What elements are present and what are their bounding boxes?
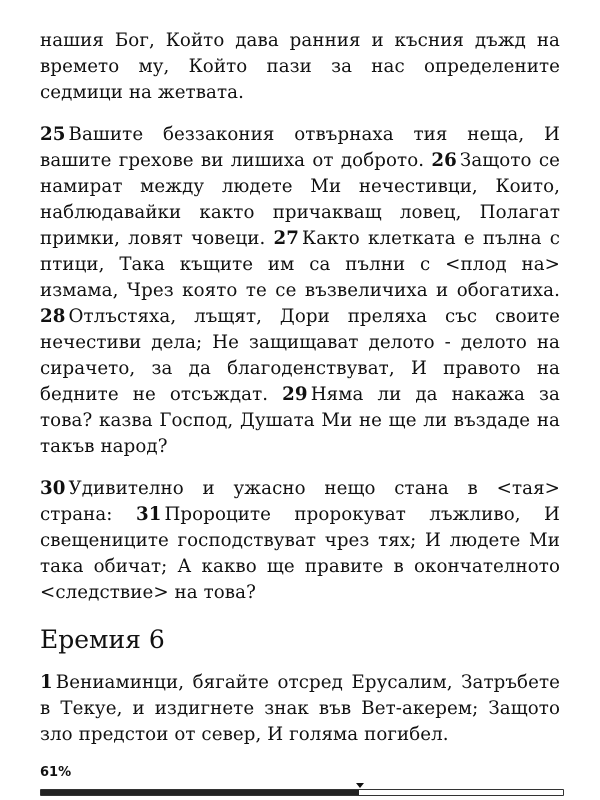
progress-percent: 61% (40, 765, 72, 780)
verse-number: 26 (431, 150, 457, 171)
verse-text: Вашите беззакония отвърнаха тия неща, И вашите грехове ви лишиха от доброто. (40, 124, 560, 171)
verse-number: 1 (40, 672, 53, 693)
progress-bar[interactable] (40, 789, 564, 796)
reader-page (40, 28, 560, 748)
reading-progress-footer (40, 765, 562, 780)
progress-fill (41, 790, 359, 795)
paragraph-verses-30-31 (40, 476, 560, 606)
paragraph-chapter-6 (40, 670, 560, 748)
paragraph-continuation (40, 28, 560, 106)
paragraph-text: нашия Бог, Който дава ранния и късния дъжд на времето му, Който пази за нас определените седмици на жетвата. (40, 30, 560, 103)
progress-marker-icon (356, 783, 364, 788)
paragraph-verses-25-29 (40, 122, 560, 460)
verse-number: 31 (135, 504, 162, 525)
verse-text: Пророците пророкуват лъжливо, И свещениците господствуват чрез тях; И людете Ми така обичат; А какво ще правите в окончателното <следствие> на това? (40, 504, 561, 603)
verse-text: Удивително и ужасно нещо стана в <тая> страна: (40, 478, 560, 525)
verse-number: 25 (40, 124, 66, 145)
verse-number: 27 (273, 228, 300, 249)
chapter-heading: Еремия 6 (40, 625, 165, 654)
verse-text: Защото се намират между людете Ми нечестивци, Които, наблюдавайки както причакващ ловец, Полагат примки, ловят човеци. (40, 150, 560, 249)
verse-number: 28 (40, 306, 66, 327)
verse-number: 30 (40, 478, 66, 499)
verse-text: Няма ли да накажа за това? казва Господ, Душата Ми не ще ли въздаде на такъв народ? (40, 384, 560, 457)
verse-text: Както клетката е пълна с птици, Така къщите им са пълни с <плод на> измама, Чрез която те се възвеличиха и обогатиха. (40, 228, 560, 301)
verse-text: Отлъстяха, лъщят, Дори преляха със своите нечестиви дела; Не защищават делото - делото на сирачето, за да благоденствуват, И правото на бедните не отсъждат. (40, 306, 560, 405)
verse-text: Вениаминци, бягайте отсред Ерусалим, Затръбете в Текуе, и издигнете знак във Вет-акерем; Защото зло предстои от север, И голяма погибел. (40, 672, 560, 745)
verse-number: 29 (282, 384, 308, 405)
